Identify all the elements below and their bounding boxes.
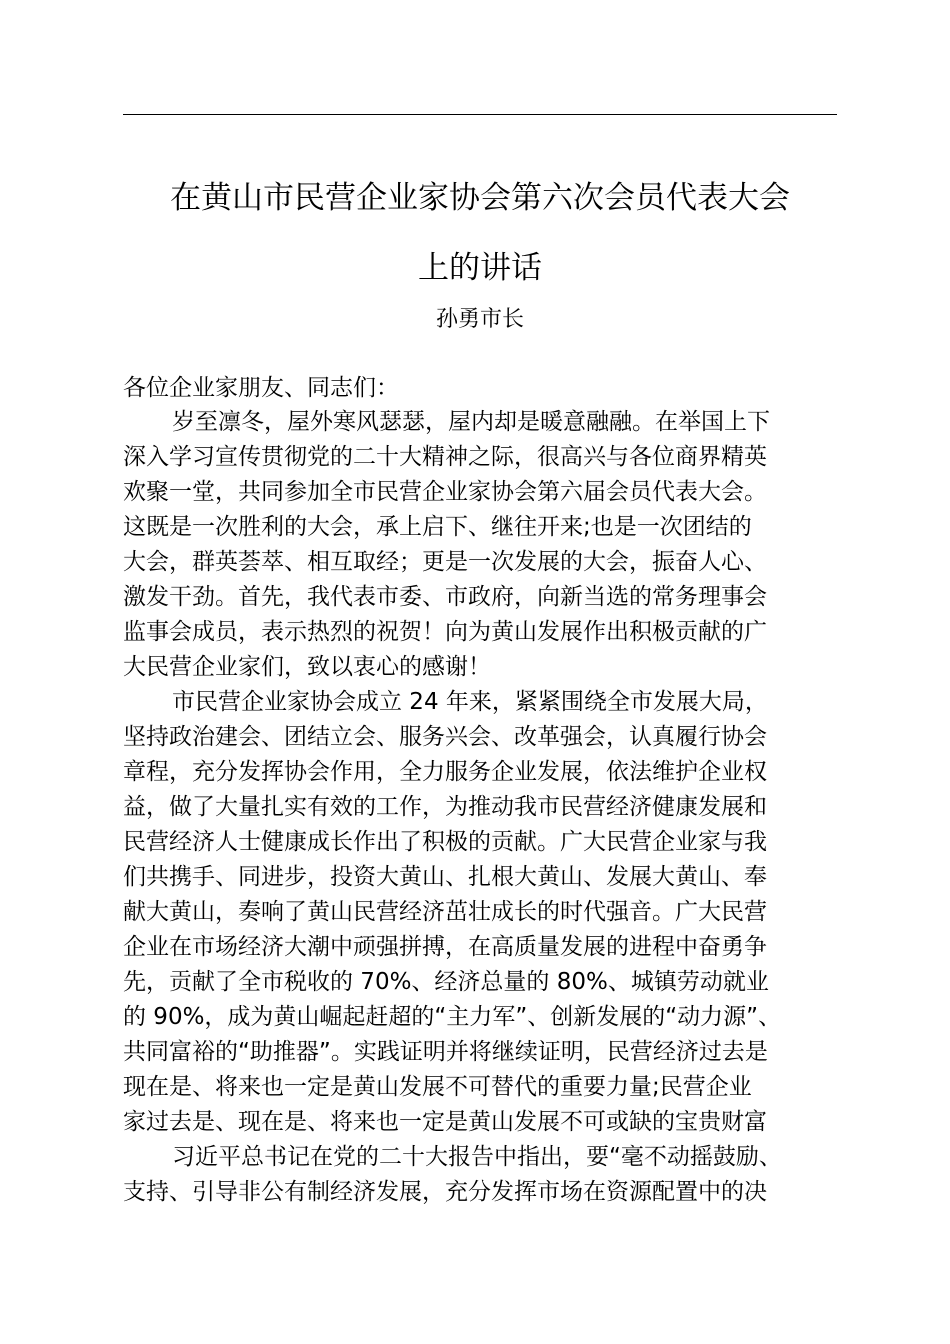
- body-line-10: 坚持政治建会、团结立会、服务兴会、改革强会，认真履行协会: [123, 724, 767, 750]
- body-line-1: 岁至凛冬，屋外寒风瑟瑟，屋内却是暖意融融。在举国上下: [172, 409, 770, 435]
- body-line-20: 现在是、将来也一定是黄山发展不可替代的重要力量;民营企业: [123, 1074, 752, 1100]
- body-line-12: 益，做了大量扎实有效的工作，为推动我市民营经济健康发展和: [123, 794, 767, 820]
- body-line-6: 激发干劲。首先，我代表市委、市政府，向新当选的常务理事会: [123, 584, 767, 610]
- body-line-17: 先，贡献了全市税收的 70%、经济总量的 80%、城镇劳动就业: [123, 969, 769, 995]
- body-line-14: 们共携手、同进步，投资大黄山、扎根大黄山、发展大黄山、奉: [123, 864, 767, 890]
- body-line-16: 企业在市场经济大潮中顽强拼搏，在高质量发展的进程中奋勇争: [123, 934, 767, 960]
- body-line-21: 家过去是、现在是、将来也一定是黄山发展不可或缺的宝贵财富: [123, 1109, 767, 1135]
- header-rule: [123, 114, 837, 115]
- body-line-8: 大民营企业家们，致以衷心的感谢！: [123, 654, 491, 680]
- body-line-11: 章程，充分发挥协会作用，全力服务企业发展，依法维护企业权: [123, 759, 767, 785]
- body-line-5: 大会，群英荟萃、相互取经；更是一次发展的大会，振奋人心、: [123, 549, 767, 575]
- document-title-line-1: 在黄山市民营企业家协会第六次会员代表大会: [170, 180, 790, 216]
- document-author: 孙勇市长: [435, 307, 524, 332]
- body-line-9: 市民营企业家协会成立 24 年来，紧紧围绕全市发展大局，: [172, 689, 768, 715]
- body-line-19: 共同富裕的“助推器”。实践证明并将继续证明，民营经济过去是: [123, 1039, 768, 1065]
- body-line-15: 献大黄山，奏响了黄山民营经济茁壮成长的时代强音。广大民营: [123, 899, 767, 925]
- body-line-3: 欢聚一堂，共同参加全市民营企业家协会第六届会员代表大会。: [123, 479, 767, 505]
- body-line-13: 民营经济人士健康成长作出了积极的贡献。广大民营企业家与我: [123, 829, 767, 855]
- body-line-18: 的 90%，成为黄山崛起赶超的“主力军”、创新发展的“动力源”、: [123, 1004, 782, 1030]
- body-line-2: 深入学习宣传贯彻党的二十大精神之际，很高兴与各位商界精英: [123, 444, 767, 470]
- salutation: 各位企业家朋友、同志们：: [123, 375, 399, 401]
- document-title-line-2: 上的讲话: [418, 250, 542, 286]
- body-line-7: 监事会成员，表示热烈的祝贺！向为黄山发展作出积极贡献的广: [123, 619, 767, 645]
- body-line-22: 习近平总书记在党的二十大报告中指出，要“毫不动摇鼓励、: [172, 1144, 782, 1170]
- body-line-23: 支持、引导非公有制经济发展，充分发挥市场在资源配置中的决: [123, 1179, 767, 1205]
- body-line-4: 这既是一次胜利的大会，承上启下、继往开来;也是一次团结的: [123, 514, 752, 540]
